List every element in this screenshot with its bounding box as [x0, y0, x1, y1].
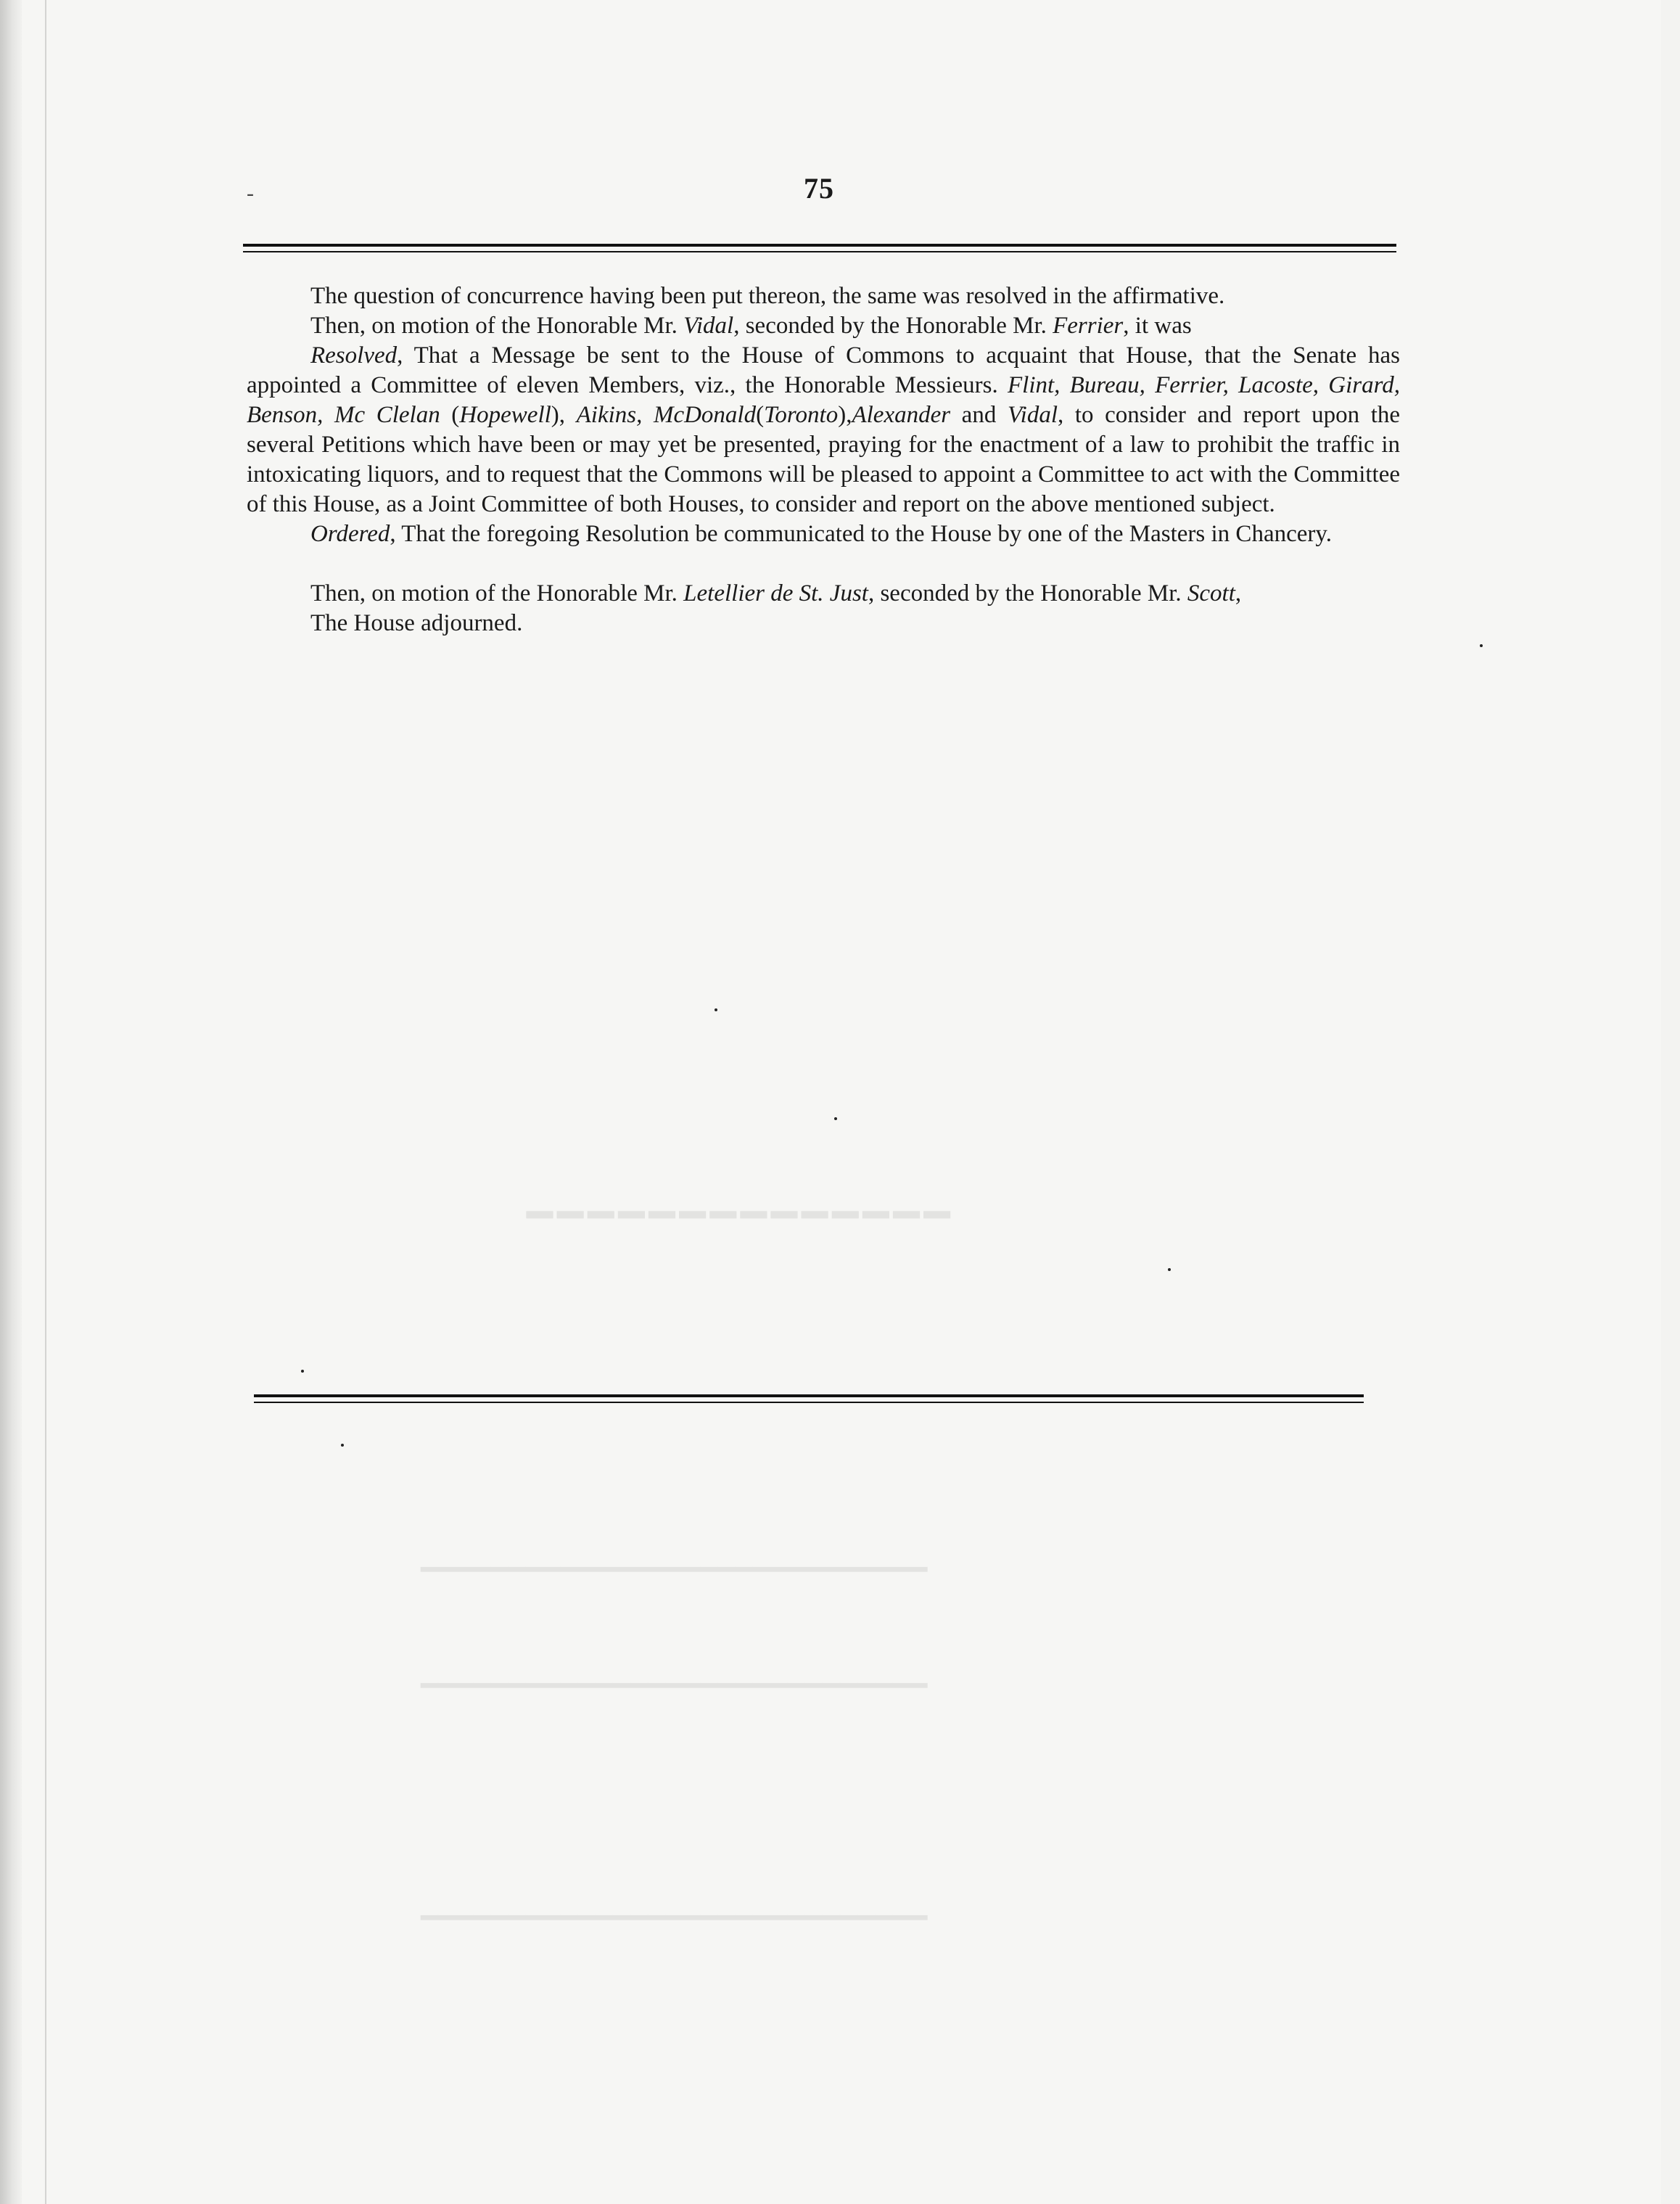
text-run: ), [838, 402, 852, 428]
italic-run: Resolved [310, 342, 398, 369]
italic-run: Flint, Bureau, Ferrier, Lacoste, Girard, Benson, Mc Clelan [247, 372, 1400, 428]
italic-run: Vidal [1007, 402, 1058, 428]
text-run: Then, on motion of the Honorable Mr. [310, 313, 684, 339]
text-run: The question of concurrence having been put thereon, the same was resolved in the affirmative. [310, 283, 1225, 309]
bleed-through: ━━━━━━━━━━━━━━━━━━━━━━━━━━━━━ [421, 1669, 928, 1702]
page-number: 75 [804, 172, 834, 205]
text-run: , That a Message be sent to the House of Commons to acquaint that House, that the Senate has appointed a Committee of eleven Members, viz., the Honorable Messieurs. [247, 342, 1400, 398]
bleed-through: ━━━━━━━━━━━━━━━━━━━━━━━━━━━━━ [421, 1553, 928, 1586]
italic-run: Hopewell [459, 402, 551, 428]
italic-run: Ordered [310, 521, 390, 547]
corner-mark: - [247, 181, 254, 205]
scan-speck [1480, 644, 1483, 647]
page-edge [45, 0, 46, 2204]
text-run: , That the foregoing Resolution be communicated to the House by one of the Masters in Chancery. [390, 521, 1332, 547]
italic-run: Vidal [683, 313, 734, 339]
text-run: ), [551, 402, 577, 428]
italic-run: Scott [1187, 580, 1235, 606]
footer-rule-thin [254, 1402, 1364, 1403]
text-run: ( [440, 402, 460, 428]
paragraph [247, 579, 1400, 609]
bleed-through: ━━━━━━━━━━━━━━━━━━━━━━━━━━━━━ [421, 1901, 928, 1934]
paragraph-gap [247, 549, 1400, 579]
italic-run: Letellier de St. Just [683, 580, 868, 606]
scan-speck [1168, 1268, 1171, 1271]
italic-run: Toronto [764, 402, 839, 428]
header-rule [243, 244, 1396, 247]
paragraph [247, 311, 1400, 341]
header-rule-thin [243, 251, 1396, 252]
scan-speck [834, 1117, 837, 1120]
paragraph [247, 609, 1400, 638]
text-run: Then, on motion of the Honorable Mr. [310, 580, 684, 606]
paragraph [247, 519, 1400, 549]
text-run: The House adjourned. [310, 610, 523, 636]
binding-shadow [0, 0, 22, 2204]
scan-speck [341, 1444, 344, 1447]
italic-run: Alexander [852, 402, 951, 428]
scan-speck [301, 1370, 304, 1373]
bleed-through: ━━━━━━━━━━━━━━ [522, 1191, 950, 1239]
text-run: and [950, 402, 1008, 428]
minutes-body [247, 281, 1400, 638]
paragraph [247, 341, 1400, 519]
text-run: , to consider and report upon the several Petitions which have been or may yet be presented, praying for the enactment of a law to prohibit the traffic in intoxicating liquors, and to request that the Commons will be pleased to appoint a Committee to act with the Committee of this House, as a Joint Committee of both Houses, to consider and report on the above mentioned subject. [247, 402, 1401, 517]
paragraph [247, 281, 1400, 311]
text-run: , it was [1123, 313, 1192, 339]
footer-rule [254, 1394, 1364, 1397]
scan-speck [715, 1008, 717, 1011]
text-run: ( [756, 402, 765, 428]
text-run: , seconded by the Honorable Mr. [733, 313, 1053, 339]
text-run: , seconded by the Honorable Mr. [868, 580, 1187, 606]
italic-run: Aikins, McDonald [576, 402, 757, 428]
text-run: , [1235, 580, 1242, 606]
italic-run: Ferrier [1053, 313, 1124, 339]
